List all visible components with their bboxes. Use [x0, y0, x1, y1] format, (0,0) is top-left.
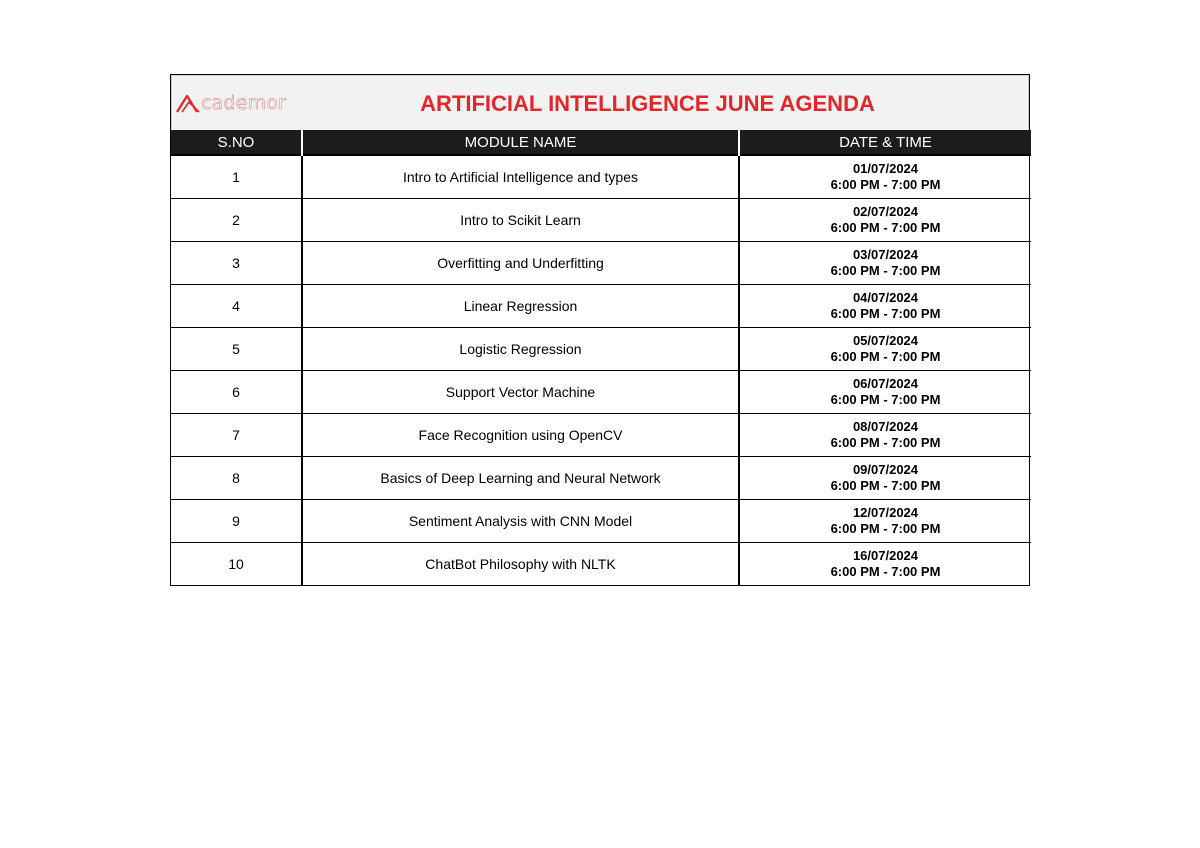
- cell-module: Logistic Regression: [302, 327, 739, 370]
- cell-sno: 9: [171, 499, 302, 542]
- agenda-table: [171, 130, 1031, 585]
- header-date-time: DATE & TIME: [739, 130, 1031, 155]
- cell-module: Face Recognition using OpenCV: [302, 413, 739, 456]
- cell-time: 6:00 PM - 7:00 PM: [830, 477, 941, 493]
- cell-module: ChatBot Philosophy with NLTK: [302, 542, 739, 585]
- cell-module: Sentiment Analysis with CNN Model: [302, 499, 739, 542]
- cell-date: 08/07/2024: [852, 418, 919, 434]
- cell-sno: 10: [171, 542, 302, 585]
- title-bar: [171, 75, 1029, 130]
- header-module-name: MODULE NAME: [302, 130, 739, 155]
- cell-time: 6:00 PM - 7:00 PM: [830, 391, 941, 407]
- cell-module: Intro to Artificial Intelligence and types: [302, 155, 739, 198]
- academor-logo: [176, 90, 286, 116]
- table-row: [171, 456, 1031, 499]
- cell-time: 6:00 PM - 7:00 PM: [830, 348, 941, 364]
- table-row: [171, 198, 1031, 241]
- cell-time: 6:00 PM - 7:00 PM: [830, 219, 941, 235]
- cell-date: 04/07/2024: [852, 289, 919, 305]
- cell-time: 6:00 PM - 7:00 PM: [830, 520, 941, 536]
- cell-module: Overfitting and Underfitting: [302, 241, 739, 284]
- cell-date-time: [739, 499, 1031, 542]
- cell-date-time: [739, 456, 1031, 499]
- table-row: [171, 370, 1031, 413]
- cell-module: Intro to Scikit Learn: [302, 198, 739, 241]
- cell-date-time: [739, 241, 1031, 284]
- cell-date-time: [739, 413, 1031, 456]
- cell-date-time: [739, 155, 1031, 198]
- cell-date: 06/07/2024: [852, 375, 919, 391]
- cell-module: Support Vector Machine: [302, 370, 739, 413]
- page-title: ARTIFICIAL INTELLIGENCE JUNE AGENDA: [420, 90, 875, 116]
- cell-date-time: [739, 198, 1031, 241]
- table-row: [171, 542, 1031, 585]
- cell-date: 12/07/2024: [852, 504, 919, 520]
- table-row: [171, 413, 1031, 456]
- cell-date-time: [739, 327, 1031, 370]
- cell-sno: 7: [171, 413, 302, 456]
- cell-date: 01/07/2024: [852, 160, 919, 176]
- logo-text: cademor: [201, 92, 287, 114]
- cell-time: 6:00 PM - 7:00 PM: [830, 262, 941, 278]
- cell-time: 6:00 PM - 7:00 PM: [830, 305, 941, 321]
- cell-sno: 2: [171, 198, 302, 241]
- logo-a-icon: [176, 93, 202, 113]
- cell-date: 16/07/2024: [852, 547, 919, 563]
- cell-sno: 6: [171, 370, 302, 413]
- cell-date: 05/07/2024: [852, 332, 919, 348]
- cell-date: 02/07/2024: [852, 203, 919, 219]
- cell-time: 6:00 PM - 7:00 PM: [830, 563, 941, 579]
- table-row: [171, 499, 1031, 542]
- cell-date: 09/07/2024: [852, 461, 919, 477]
- cell-module: Basics of Deep Learning and Neural Network: [302, 456, 739, 499]
- table-row: [171, 241, 1031, 284]
- cell-date-time: [739, 370, 1031, 413]
- cell-sno: 5: [171, 327, 302, 370]
- cell-date-time: [739, 284, 1031, 327]
- cell-time: 6:00 PM - 7:00 PM: [830, 176, 941, 192]
- agenda-sheet: [170, 74, 1030, 586]
- cell-sno: 1: [171, 155, 302, 198]
- table-row: [171, 327, 1031, 370]
- cell-module: Linear Regression: [302, 284, 739, 327]
- table-row: [171, 155, 1031, 198]
- table-row: [171, 284, 1031, 327]
- cell-sno: 4: [171, 284, 302, 327]
- cell-sno: 3: [171, 241, 302, 284]
- cell-sno: 8: [171, 456, 302, 499]
- cell-time: 6:00 PM - 7:00 PM: [830, 434, 941, 450]
- table-header-row: [171, 130, 1031, 155]
- cell-date: 03/07/2024: [852, 246, 919, 262]
- header-sno: S.NO: [171, 130, 302, 155]
- cell-date-time: [739, 542, 1031, 585]
